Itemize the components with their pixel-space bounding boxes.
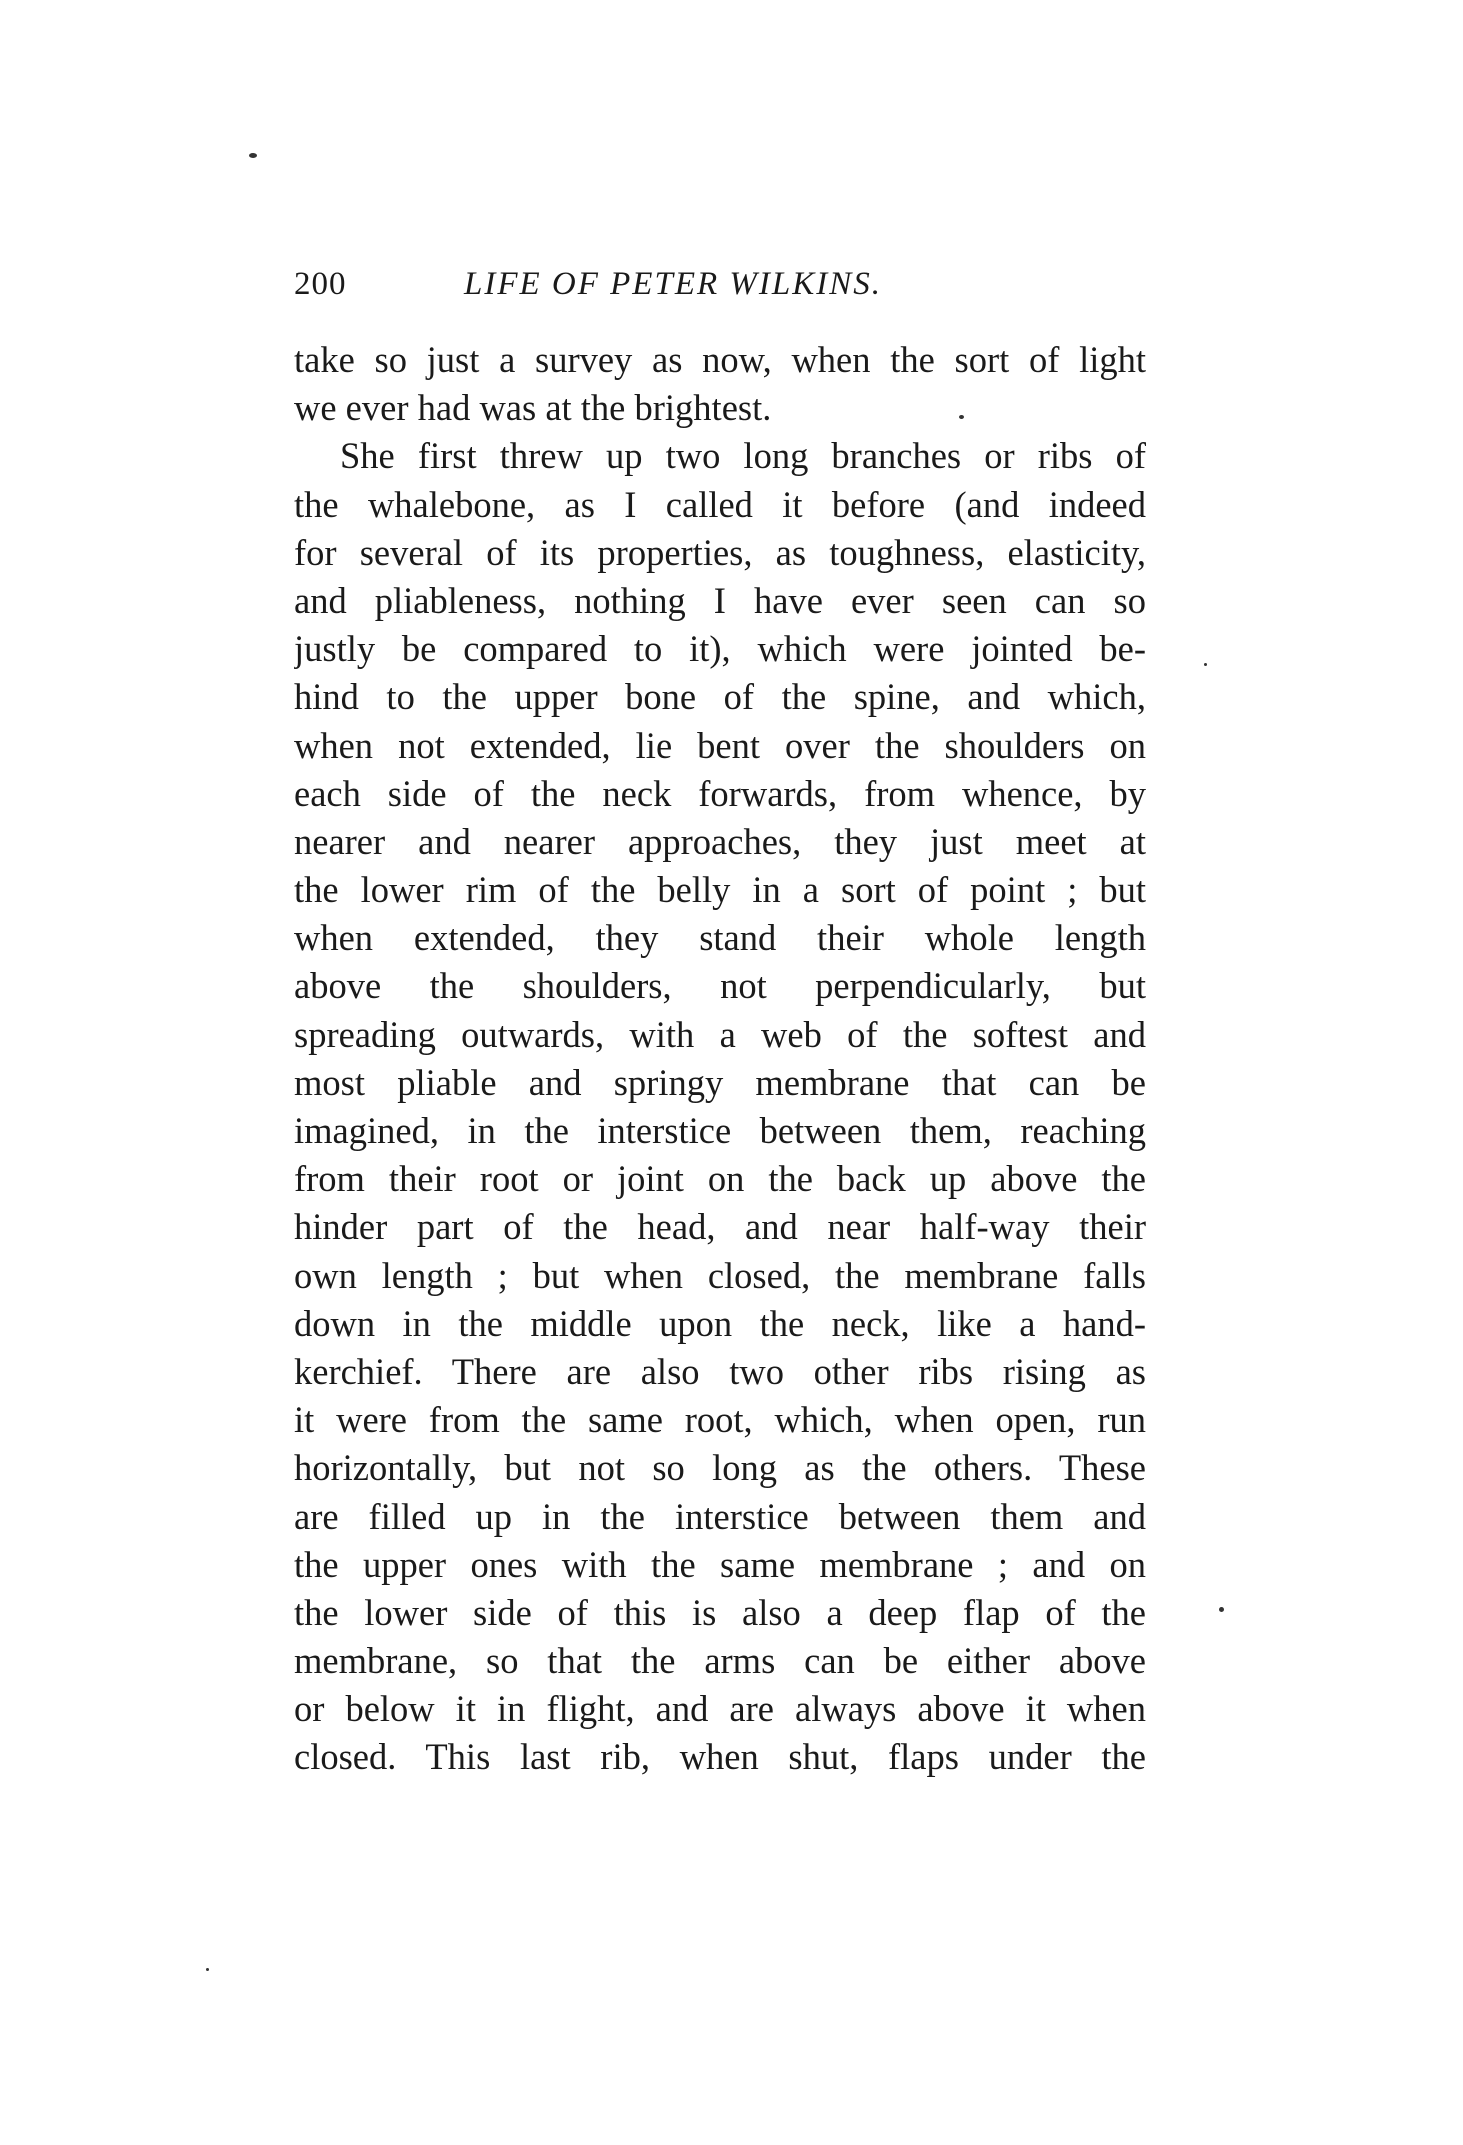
- text-line: justly be compared to it), which were jointed be-: [294, 628, 1146, 670]
- text-line: spreading outwards, with a web of the softest and: [294, 1013, 1146, 1055]
- text-line: kerchief. There are also two other ribs rising as: [294, 1350, 1146, 1392]
- text-line: from their root or joint on the back up above the: [294, 1158, 1146, 1200]
- text-line: She first threw up two long branches or ribs of: [340, 435, 1146, 477]
- text-line: the lower rim of the belly in a sort of point ; but: [294, 869, 1146, 911]
- text-line: the lower side of this is also a deep flap of the: [294, 1591, 1146, 1633]
- text-line: for several of its properties, as toughness, elasticity,: [294, 531, 1146, 573]
- text-line: and pliableness, nothing I have ever seen can so: [294, 579, 1146, 621]
- text-line: the whalebone, as I called it before (and indeed: [294, 483, 1146, 525]
- text-line: are filled up in the interstice between them and: [294, 1495, 1146, 1537]
- page-header: [294, 262, 1146, 306]
- text-line: when extended, they stand their whole length: [294, 917, 1146, 959]
- text-line: it were from the same root, which, when open, run: [294, 1399, 1146, 1441]
- text-line: horizontally, but not so long as the others. These: [294, 1447, 1146, 1489]
- scan-speck: [206, 1968, 209, 1971]
- scan-speck: [1204, 663, 1207, 666]
- body-text: [294, 336, 1146, 1782]
- text-line: nearer and nearer approaches, they just meet at: [294, 820, 1146, 862]
- text-line: membrane, so that the arms can be either above: [294, 1640, 1146, 1682]
- page-number: 200: [294, 266, 347, 302]
- scan-speck: [1219, 1607, 1224, 1612]
- text-line: take so just a survey as now, when the sort of light: [294, 339, 1146, 380]
- scan-speck: [959, 415, 964, 419]
- text-line: imagined, in the interstice between them, reaching: [294, 1110, 1146, 1151]
- text-line: most pliable and springy membrane that can be: [294, 1061, 1146, 1103]
- scan-speck: [249, 153, 257, 158]
- running-title: LIFE OF PETER WILKINS.: [464, 266, 882, 302]
- text-line: hinder part of the head, and near half-way their: [294, 1206, 1146, 1248]
- text-line: own length ; but when closed, the membrane falls: [294, 1254, 1146, 1296]
- text-line: we ever had was at the brightest.: [294, 387, 772, 429]
- text-line: when not extended, lie bent over the shoulders on: [294, 724, 1146, 766]
- text-line: each side of the neck forwards, from whence, by: [294, 772, 1146, 814]
- text-line: closed. This last rib, when shut, flaps under the: [294, 1736, 1146, 1778]
- text-line: down in the middle upon the neck, like a hand-: [294, 1302, 1146, 1344]
- text-line: the upper ones with the same membrane ; and on: [294, 1543, 1146, 1585]
- text-line: above the shoulders, not perpendicularly, but: [294, 965, 1146, 1007]
- text-line: hind to the upper bone of the spine, and which,: [294, 676, 1146, 718]
- text-line: or below it in flight, and are always above it when: [294, 1688, 1146, 1730]
